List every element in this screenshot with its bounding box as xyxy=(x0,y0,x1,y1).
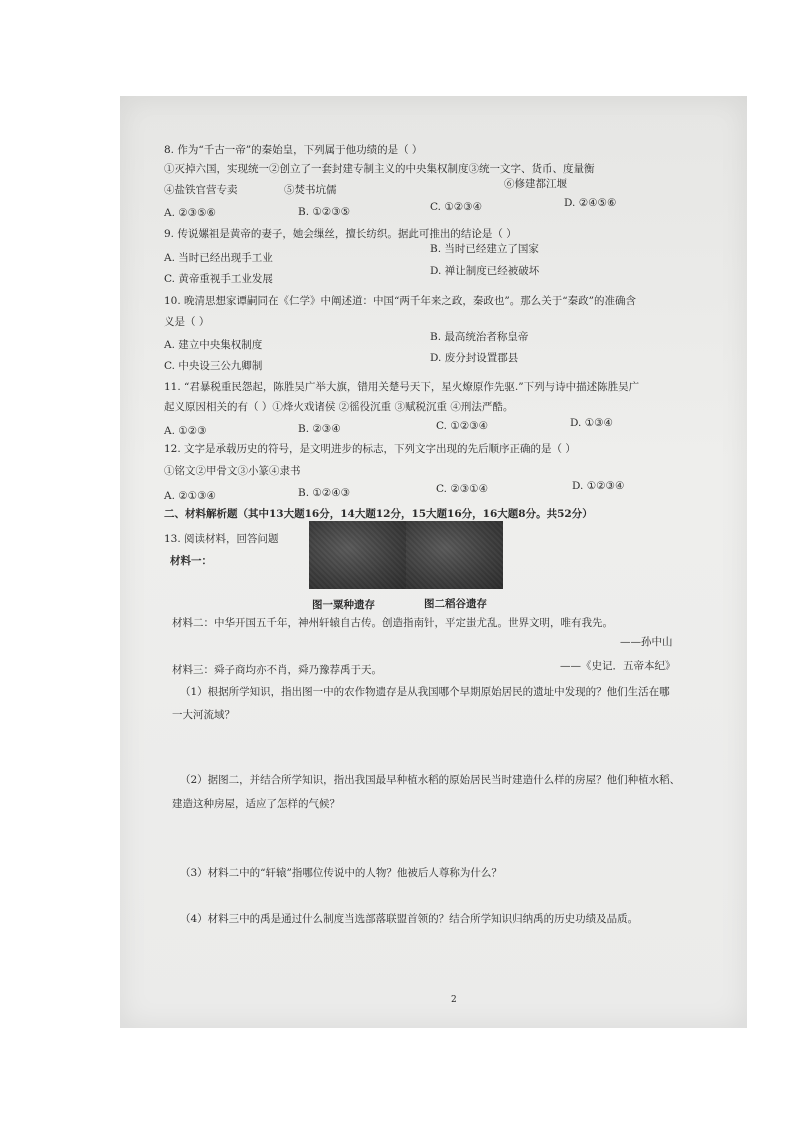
material-3-source: ——《史记．五帝本纪》 xyxy=(560,660,676,672)
material-1-label: 材料一： xyxy=(170,555,212,567)
q8-item6: ⑥修建都江堰 xyxy=(504,178,567,190)
q9-option-b: B. 当时已经建立了国家 xyxy=(430,243,539,255)
q13-subquestion-4: （4）材料三中的禹是通过什么制度当选部落联盟首领的？结合所学知识归纳禹的历史功绩及品质。 xyxy=(180,913,639,925)
q10-stem-cont: 义是（ ） xyxy=(164,316,210,328)
q13-stem: 13. 阅读材料，回答问题 xyxy=(164,533,279,545)
q8-option-b: B. ①②③⑤ xyxy=(298,206,351,218)
q12-option-c: C. ②③①④ xyxy=(436,483,488,495)
q8-option-c: C. ①②③④ xyxy=(430,201,482,213)
q13-subquestion-3: （3）材料二中的“轩辕”指哪位传说中的人物？他被后人尊称为什么？ xyxy=(180,867,502,879)
q8-option-d: D. ②④⑤⑥ xyxy=(564,197,617,209)
q9-option-d: D. 禅让制度已经被破坏 xyxy=(430,265,540,277)
q11-stem: 11. “君暴税重民怨起，陈胜吴广举大旗，错用关楚号天下，星火燎原作先驱.”下列与诗中描述陈胜吴广 xyxy=(164,381,640,393)
q10-option-b: B. 最高统治者称皇帝 xyxy=(430,331,529,343)
material-2-source: ——孙中山 xyxy=(620,636,673,648)
q10-option-a: A. 建立中央集权制度 xyxy=(164,339,263,351)
material-3: 材料三：舜子商均亦不肖，舜乃豫荐禹于天。 xyxy=(172,664,382,676)
q11-option-b: B. ②③④ xyxy=(298,423,341,435)
q12-option-a: A. ②①③④ xyxy=(164,490,216,502)
q10-option-d: D. 废分封设置郡县 xyxy=(430,352,519,364)
q9-stem: 9. 传说嫘祖是黄帝的妻子，她会缫丝，擅长纺织。据此可推出的结论是（ ） xyxy=(164,228,517,240)
q12-stem: 12. 文字是承载历史的符号，是文明进步的标志，下列文字出现的先后顺序正确的是（ ） xyxy=(164,443,576,455)
q8-stem: 8. 作为“千古一帝”的秦始皇，下列属于他功绩的是（ ） xyxy=(164,144,423,156)
q13-subquestion-2: （2）据图二，并结合所学知识，指出我国最早种植水稻的原始居民当时建造什么样的房屋？他们种植水稻、 xyxy=(180,774,681,786)
q13-subquestion-2-cont: 建造这种房屋，适应了怎样的气候？ xyxy=(172,798,340,810)
q13-subquestion-1-cont: 一大河流域？ xyxy=(172,709,235,721)
rice-remains-photo xyxy=(406,521,503,589)
millet-remains-photo xyxy=(309,521,406,589)
q10-option-c: C. 中央设三公九卿制 xyxy=(164,360,263,372)
q11-option-d: D. ①③④ xyxy=(570,417,613,429)
q8-item5: ⑤焚书坑儒 xyxy=(284,184,337,196)
q9-option-c: C. 黄帝重视手工业发展 xyxy=(164,273,273,285)
page-number: 2 xyxy=(451,995,457,1005)
q8-item4: ④盐铁官营专卖 xyxy=(164,184,238,196)
section-heading: 二、材料解析题（其中13大题16分，14大题12分，15大题16分，16大题8分。共52分） xyxy=(164,508,593,520)
q10-stem: 10. 晚清思想家谭嗣同在《仁学》中阐述道：中国“两千年来之政，秦政也”。那么关于“秦政”的准确含 xyxy=(164,295,637,307)
q11-stem-cont: 起义原因相关的有（ ）①烽火戏诸侯 ②徭役沉重 ③赋税沉重 ④刑法严酷。 xyxy=(164,401,514,413)
q13-subquestion-1: （1）根据所学知识，指出图一中的农作物遗存是从我国哪个早期原始居民的遗址中发现的？他们生活在哪 xyxy=(180,686,670,698)
figure-2-caption: 图二稻谷遗存 xyxy=(424,598,487,610)
q11-option-c: C. ①②③④ xyxy=(436,420,488,432)
q12-items: ①铭文②甲骨文③小篆④隶书 xyxy=(164,465,301,477)
q12-option-b: B. ①②④③ xyxy=(298,487,351,499)
q9-option-a: A. 当时已经出现手工业 xyxy=(164,252,273,264)
q12-option-d: D. ①②③④ xyxy=(572,480,625,492)
material-2: 材料二：中华开国五千年，神州轩辕自古传。创造指南针，平定蚩尤乱。世界文明，唯有我先。 xyxy=(172,617,613,629)
q11-option-a: A. ①②③ xyxy=(164,425,207,437)
figure-1-caption: 图一粟种遗存 xyxy=(312,599,375,611)
q8-option-a: A. ②③⑤⑥ xyxy=(164,207,216,219)
q8-items-line1: ①灭掉六国，实现统一②创立了一套封建专制主义的中央集权制度③统一文字、货币、度量衡 xyxy=(164,163,595,175)
